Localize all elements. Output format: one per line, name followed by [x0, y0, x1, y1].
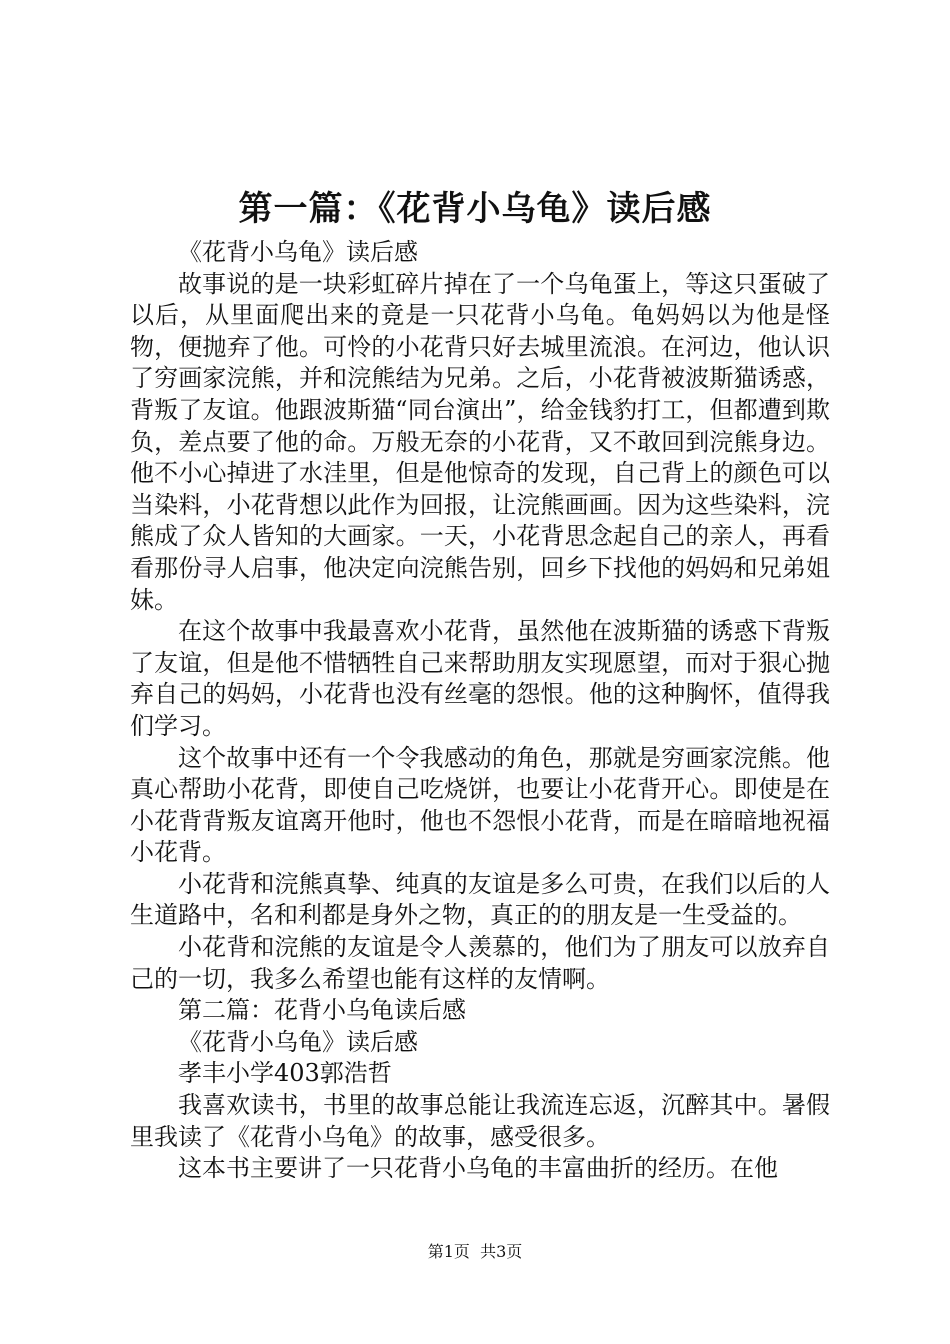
paragraph: 小花背和浣熊的友谊是令人羡慕的，他们为了朋友可以放弃自己的一切，我多么希望也能有这样的友情啊。 — [130, 933, 830, 993]
paragraph: 《花背小乌龟》读后感 — [178, 238, 418, 266]
page-number: 第1页 — [427, 1242, 470, 1261]
document-title: 第一篇：《花背小乌龟》读后感 — [238, 189, 712, 229]
paragraph: 这本书主要讲了一只花背小乌龟的丰富曲折的经历。在他 — [178, 1154, 778, 1183]
author-line: 孝丰小学403郭浩哲 — [178, 1059, 392, 1088]
paragraph: 这个故事中还有一个令我感动的角色，那就是穷画家浣熊。他真心帮助小花背，即使自己吃烧饼，也要让小花背开心。即使是在小花背背叛友谊离开他时，他也不怨恨小花背，而是在暗暗地祝福小花背。 — [130, 743, 830, 867]
page-footer — [0, 1241, 950, 1263]
document-body — [130, 237, 830, 1185]
paragraph: 在这个故事中我最喜欢小花背，虽然他在波斯猫的诱惑下背叛了友谊，但是他不惜牺牲自己来帮助朋友实现愿望，而对于狠心抛弃自己的妈妈，小花背也没有丝毫的怨恨。他的这种胸怀，值得我们学习。 — [130, 617, 830, 740]
paragraph: 我喜欢读书，书里的故事总能让我流连忘返，沉醉其中。暑假里我读了《花背小乌龟》的故事，感受很多。 — [130, 1091, 830, 1151]
paragraph: 《花背小乌龟》读后感 — [178, 1027, 418, 1056]
paragraph: 故事说的是一块彩虹碎片掉在了一个乌龟蛋上，等这只蛋破了以后，从里面爬出来的竟是一只花背小乌龟。龟妈妈以为他是怪物，便抛弃了他。可怜的小花背只好去城里流浪。在河边，他认识了穷画家浣熊，并和浣熊结为兄弟。之后，小花背被波斯猫诱惑，背叛了友谊。他跟波斯猫“同台演出”，给金钱豹打工，但都遭到欺负，差点要了他的命。万般无奈的小花背，又不敢回到浣熊身边。他不小心掉进了水洼里，但是他惊奇的发现，自己背上的颜色可以当染料，小花背想以此作为回报，让浣熊画画。因为这些染料，浣熊成了众人皆知的大画家。一天，小花背思念起自己的亲人，再看看那份寻人启事，他决定向浣熊告别，回乡下找他的妈妈和兄弟姐妹。 — [130, 269, 830, 614]
paragraph: 小花背和浣熊真挚、纯真的友谊是多么可贵，在我们以后的人生道路中，名和利都是身外之物，真正的的朋友是一生受益的。 — [130, 869, 830, 930]
section-heading: 第二篇：花背小乌龟读后感 — [178, 996, 466, 1025]
page-total: 共3页 — [480, 1242, 523, 1261]
